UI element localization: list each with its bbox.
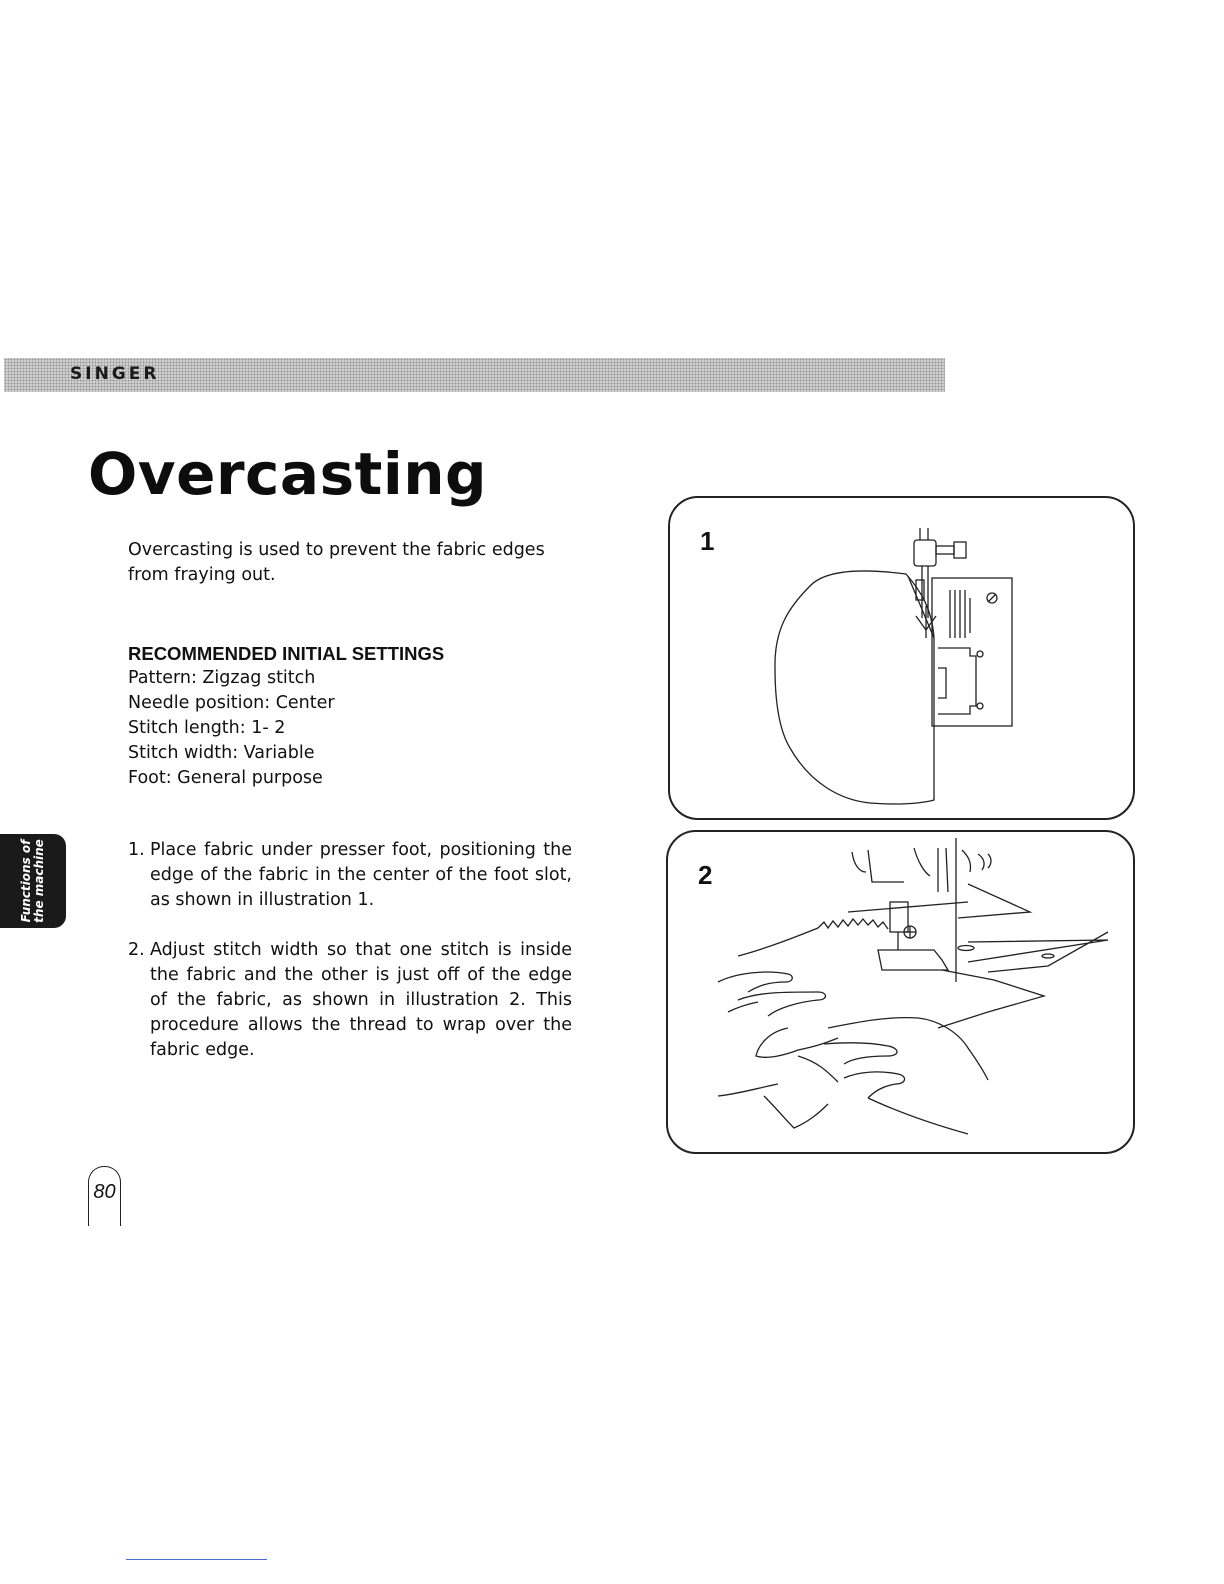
instruction-step-1	[128, 838, 572, 913]
instruction-step-2	[128, 938, 572, 1063]
brand-name: SINGER	[70, 364, 160, 384]
illustration-2	[666, 830, 1135, 1154]
footer-rule	[126, 1559, 267, 1560]
step-text: Adjust stitch width so that one stitch is inside the fabric and the other is just off of the edge of the fabric, as shown in illustration 2. This procedure allows the thread to wrap over the fabric edge.	[150, 940, 572, 1060]
recommended-settings	[128, 642, 588, 791]
intro-paragraph: Overcasting is used to prevent the fabric edges from fraying out.	[128, 540, 545, 585]
page-title: Overcasting	[88, 440, 488, 508]
setting-foot: Foot: General purpose	[128, 768, 323, 788]
setting-stitch-length: Stitch length: 1- 2	[128, 718, 286, 738]
header-band	[4, 358, 945, 392]
instruction-steps	[128, 838, 572, 1088]
setting-needle-position: Needle position: Center	[128, 693, 335, 713]
setting-stitch-width: Stitch width: Variable	[128, 743, 315, 763]
illustration-number: 1	[700, 526, 715, 556]
settings-heading: RECOMMENDED INITIAL SETTINGS	[128, 643, 445, 664]
page-number: 80	[93, 1181, 116, 1203]
section-tab-label: Functions of the machine	[19, 839, 46, 923]
illustration-1	[668, 496, 1135, 820]
step-text: Place fabric under presser foot, positioning the edge of the fabric in the center of the foot slot, as shown in illustration 1.	[150, 840, 572, 910]
step-number: 1.	[128, 840, 145, 860]
section-tab	[0, 834, 66, 928]
illustration-number: 2	[698, 860, 713, 890]
step-number: 2.	[128, 940, 145, 960]
hands-guiding-fabric-drawing	[668, 832, 1133, 1152]
presser-foot-drawing	[670, 498, 1133, 818]
page-number-tab	[88, 1166, 121, 1226]
setting-pattern: Pattern: Zigzag stitch	[128, 668, 316, 688]
settings-list	[128, 666, 588, 791]
